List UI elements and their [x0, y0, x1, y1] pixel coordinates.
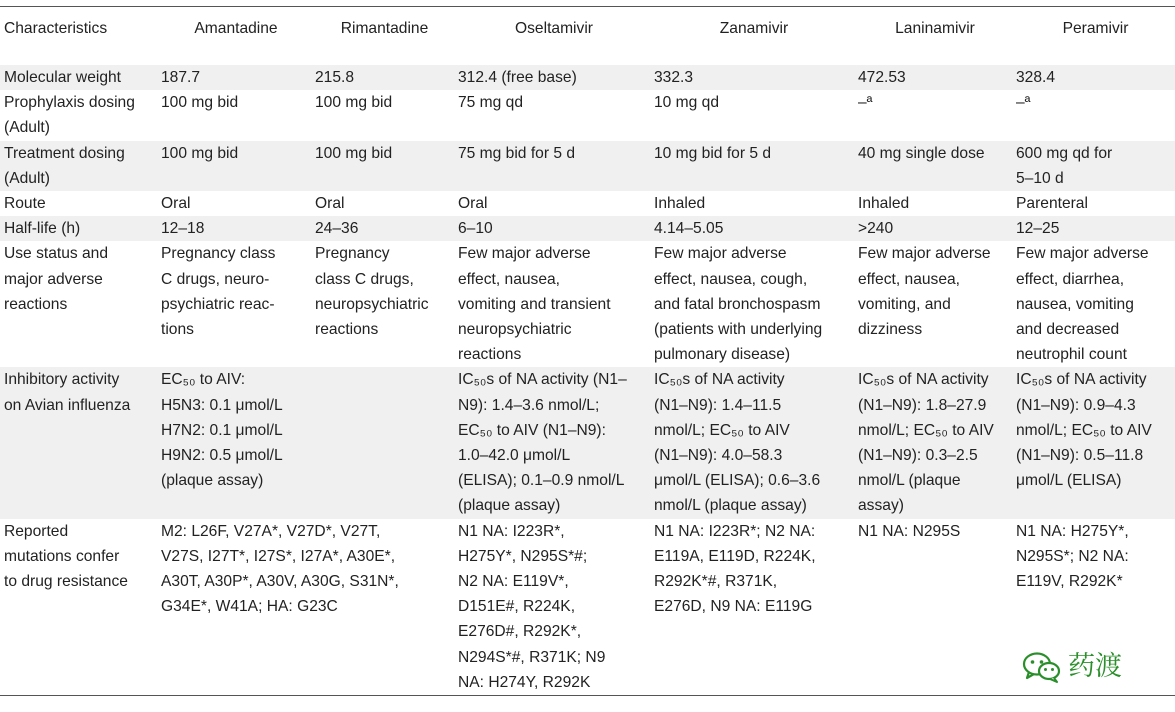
row-label: Use status and major adverse reactions [4, 245, 109, 313]
table-cell: 6–10 [458, 220, 493, 238]
table-cell: 24–36 [315, 220, 359, 238]
row-label: Half-life (h) [4, 220, 81, 238]
table-cell: 472.53 [858, 69, 906, 86]
table-cell: Pregnancy class C drugs, neuropsychiatric reactions [315, 245, 429, 339]
table-row-inhibitory-activity [0, 367, 1175, 518]
table-cell: IC₅₀s of NA activity (N1–N9): 0.9–4.3 nmol/L; EC₅₀ to AIV (N1–N9): 0.5–11.8 μmol/L (ELISA) [1016, 371, 1152, 490]
table-cell: Oral [161, 195, 191, 213]
table-cell: Few major adverse effect, nausea, vomiting and transient neuropsychiatric reactions [458, 245, 611, 364]
watermark-text: 药渡 [1068, 651, 1122, 682]
table-cell: 10 mg bid for 5 d [654, 144, 772, 162]
table-row-use-status [0, 241, 1175, 367]
table-cell: 75 mg qd [458, 94, 524, 112]
table-cell: 4.14–5.05 [654, 220, 724, 238]
table-cell: N1 NA: I223R*; N2 NA: E119A, E119D, R224K, R292K*#, R371K, E276D, N9 NA: E119G [654, 522, 816, 616]
header-characteristics: Characteristics [4, 20, 108, 38]
table-cell: 100 mg bid [315, 94, 393, 112]
table-cell: M2: L26F, V27A*, V27D*, V27T, V27S, I27T*, I27S*, I27A*, A30E*, A30T, A30P*, A30V, A30G, S31N*, G34E*, W41A; HA: G23C [161, 522, 399, 616]
table-cell: Oral [458, 195, 488, 213]
table-cell: 40 mg single dose [858, 144, 985, 162]
table-cell: –ª [858, 94, 873, 112]
row-label: Inhibitory activity on Avian influenza [4, 371, 131, 414]
table-cell: EC₅₀ to AIV: H5N3: 0.1 μmol/L H7N2: 0.1 μmol/L H9N2: 0.5 μmol/L (plaque assay) [161, 371, 283, 490]
table-cell: Few major adverse effect, diarrhea, nausea, vomiting and decreased neutrophil count [1016, 245, 1149, 364]
table-cell: Oral [315, 195, 345, 213]
table-cell: 215.8 [315, 69, 355, 86]
table-cell: Pregnancy class C drugs, neuro- psychiatric reac- tions [161, 245, 276, 339]
table-bottom-rule [0, 695, 1175, 696]
table-row-route [0, 191, 1175, 216]
table-cell: >240 [858, 220, 894, 238]
drug-comparison-table [0, 6, 1175, 696]
table-cell: 328.4 [1016, 69, 1056, 86]
table-cell: 12–25 [1016, 220, 1060, 238]
header-peramivir: Peramivir [1062, 20, 1129, 38]
table-cell: 100 mg bid [161, 144, 239, 162]
table-cell: 10 mg qd [654, 94, 720, 112]
wechat-icon [1022, 651, 1062, 683]
header-gap [0, 51, 1175, 65]
row-label: Treatment dosing (Adult) [4, 144, 125, 187]
header-amantadine: Amantadine [194, 20, 278, 38]
table-cell: –ª [1016, 94, 1031, 112]
table-cell: Few major adverse effect, nausea, cough, and fatal bronchospasm (patients with underlying pulmonary disease) [654, 245, 823, 364]
table-row-treatment-dosing [0, 141, 1175, 191]
table-cell: 187.7 [161, 69, 201, 86]
table-row-prophylaxis-dosing [0, 90, 1175, 140]
table-cell: 100 mg bid [315, 144, 393, 162]
table-row-half-life [0, 216, 1175, 241]
table-cell: Few major adverse effect, nausea, vomiting, and dizziness [858, 245, 991, 339]
table-cell: IC₅₀s of NA activity (N1– N9): 1.4–3.6 nmol/L; EC₅₀ to AIV (N1–N9): 1.0–42.0 μmol/L (ELISA); 0.1–0.9 nmol/L (plaque assay) [458, 371, 627, 515]
table-row-molecular-weight [0, 65, 1175, 90]
table-cell: IC₅₀s of NA activity (N1–N9): 1.8–27.9 nmol/L; EC₅₀ to AIV (N1–N9): 0.3–2.5 nmol/L (plaque assay) [858, 371, 994, 515]
table-cell: Inhaled [654, 195, 706, 213]
watermark-logo [1022, 648, 1162, 686]
row-label: Reported mutations confer to drug resistance [4, 522, 128, 591]
header-laninamivir: Laninamivir [895, 20, 975, 38]
table-cell [311, 367, 454, 518]
table-cell: 312.4 (free base) [458, 69, 577, 86]
table-cell: Inhaled [858, 195, 910, 213]
table-cell: 600 mg qd for 5–10 d [1016, 144, 1113, 187]
table-cell: 332.3 [654, 69, 694, 86]
table-header-row [0, 7, 1175, 51]
table-cell: 100 mg bid [161, 94, 239, 112]
table-cell: 75 mg bid for 5 d [458, 144, 576, 162]
table-cell: IC₅₀s of NA activity (N1–N9): 1.4–11.5 nmol/L; EC₅₀ to AIV (N1–N9): 4.0–58.3 μmol/L (ELISA); 0.6–3.6 nmol/L (plaque assay) [654, 371, 821, 515]
row-label: Prophylaxis dosing (Adult) [4, 94, 135, 137]
row-label: Route [4, 195, 46, 213]
table-cell: Parenteral [1016, 195, 1088, 213]
header-rimantadine: Rimantadine [340, 20, 429, 38]
table-row-reported-mutations [0, 519, 1175, 695]
header-oseltamivir: Oseltamivir [515, 20, 593, 38]
header-zanamivir: Zanamivir [719, 20, 789, 38]
table-cell: N1 NA: I223R*, H275Y*, N295S*#; N2 NA: E119V*, D151E#, R224K, E276D#, R292K*, N294S*#, R371K; N9 NA: H274Y, R292K [458, 522, 606, 691]
table-cell: N1 NA: H275Y*, N295S*; N2 NA: E119V, R292K* [1016, 522, 1129, 591]
table-cell: 12–18 [161, 220, 205, 238]
row-label: Molecular weight [4, 69, 122, 86]
table-cell: N1 NA: N295S [858, 522, 961, 540]
